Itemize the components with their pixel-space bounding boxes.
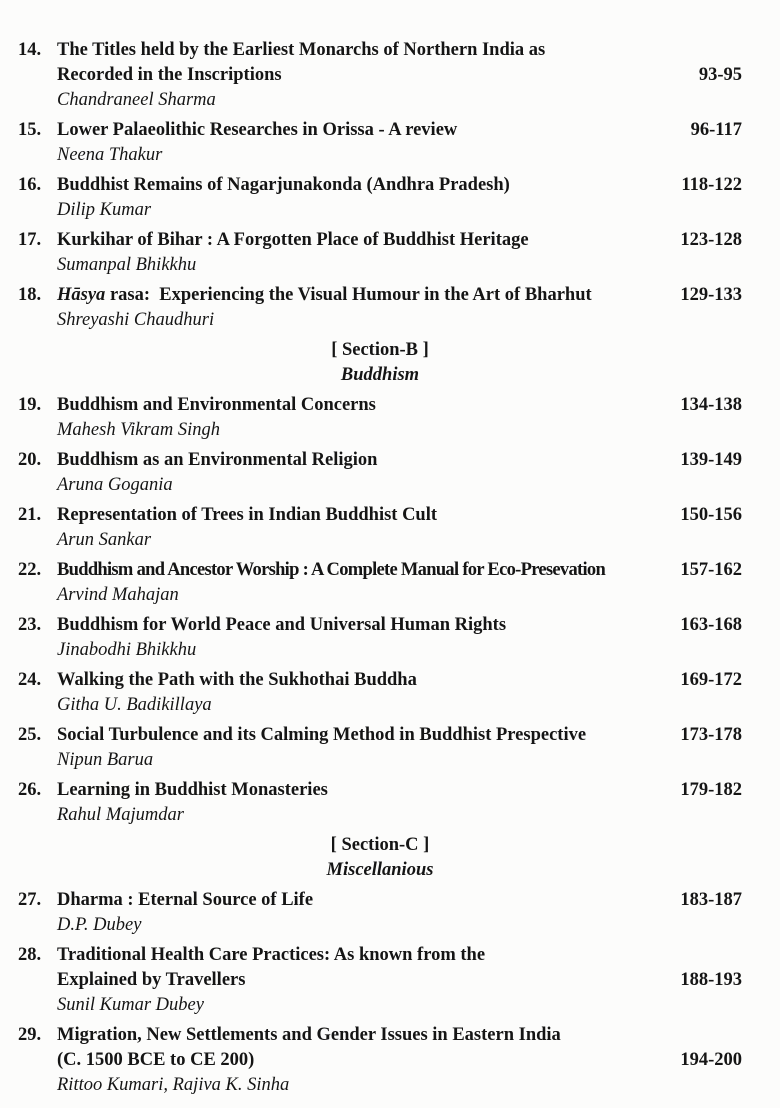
toc-entry-row — [18, 448, 742, 473]
toc-list — [18, 38, 742, 1098]
entry-title-lines — [57, 283, 664, 308]
section-name: Buddhism — [340, 365, 420, 385]
title-segment: The Titles held by the Earliest Monarchs of Northern India as — [57, 40, 546, 60]
toc-entry-row — [18, 228, 742, 253]
toc-entry — [18, 448, 742, 498]
title-segment: Lower Palaeolithic Researches in Orissa - A review — [57, 120, 458, 140]
entry-pages: 118-122 — [681, 175, 742, 195]
entry-title-lines — [57, 38, 664, 88]
entry-number: 16. — [18, 175, 42, 195]
section-label: [ Section-B ] — [331, 340, 429, 360]
title-segment: Kurkihar of Bihar : A Forgotten Place of Buddhist Heritage — [57, 230, 529, 250]
entry-pages: 194-200 — [680, 1050, 742, 1070]
toc-entry — [18, 723, 742, 773]
toc-entry-row — [18, 668, 742, 693]
toc-entry-row — [18, 1023, 742, 1073]
entry-number: 14. — [18, 40, 42, 60]
title-segment: Recorded in the Inscriptions — [57, 65, 282, 85]
section-heading — [18, 833, 742, 883]
entry-title-line — [57, 668, 664, 693]
toc-entry — [18, 668, 742, 718]
title-segment: Traditional Health Care Practices: As known from the — [57, 945, 486, 965]
entry-title-line — [57, 943, 664, 968]
entry-number: 15. — [18, 120, 42, 140]
toc-entry-row — [18, 778, 742, 803]
title-segment: Buddhism and Environmental Concerns — [57, 395, 376, 415]
toc-entry — [18, 38, 742, 113]
toc-entry-row — [18, 38, 742, 88]
toc-entry — [18, 1023, 742, 1098]
title-segment: Dharma : Eternal Source of Life — [57, 890, 314, 910]
entry-title-line — [57, 228, 664, 253]
entry-number: 17. — [18, 230, 42, 250]
entry-pages: 93-95 — [698, 65, 742, 85]
title-segment: Walking the Path with the Sukhothai Buddha — [57, 670, 417, 690]
toc-entry — [18, 888, 742, 938]
section-label: [ Section-C ] — [330, 835, 430, 855]
entry-title-line — [57, 1023, 664, 1048]
title-segment: rasa: Experiencing the Visual Humour in the Art of Bharhut — [105, 285, 592, 305]
entry-pages: 139-149 — [680, 450, 742, 470]
entry-title-line — [57, 448, 664, 473]
entry-pages: 163-168 — [680, 615, 742, 635]
entry-title-lines — [57, 943, 664, 993]
title-segment: Buddhism for World Peace and Universal Human Rights — [57, 615, 507, 635]
entry-number: 22. — [18, 560, 42, 580]
toc-entry-row — [18, 888, 742, 913]
entry-author: Arvind Mahajan — [57, 585, 179, 605]
entry-title-lines — [57, 613, 664, 638]
toc-entry-row — [18, 558, 742, 583]
entry-pages: 150-156 — [680, 505, 742, 525]
entry-pages: 157-162 — [680, 560, 742, 580]
entry-title-line — [57, 968, 664, 993]
toc-entry-row — [18, 613, 742, 638]
toc-entry — [18, 943, 742, 1018]
toc-entry — [18, 228, 742, 278]
entry-title-lines — [57, 448, 664, 473]
entry-pages: 188-193 — [680, 970, 742, 990]
entry-author: D.P. Dubey — [57, 915, 142, 935]
entry-title-line — [57, 283, 664, 308]
entry-pages: 183-187 — [680, 890, 742, 910]
title-segment: Learning in Buddhist Monasteries — [57, 780, 328, 800]
entry-title-line — [57, 613, 664, 638]
entry-title-lines — [57, 558, 664, 583]
entry-title-line — [57, 63, 664, 88]
entry-number: 27. — [18, 890, 42, 910]
toc-entry — [18, 503, 742, 553]
entry-title-line — [57, 38, 664, 63]
toc-entry — [18, 558, 742, 608]
entry-author: Rahul Majumdar — [57, 805, 184, 825]
entry-number: 28. — [18, 945, 42, 965]
entry-title-lines — [57, 778, 664, 803]
entry-title-line — [57, 503, 664, 528]
entry-author: Rittoo Kumari, Rajiva K. Sinha — [57, 1075, 290, 1095]
entry-author: Jinabodhi Bhikkhu — [57, 640, 197, 660]
entry-pages: 129-133 — [680, 285, 742, 305]
entry-author: Aruna Gogania — [57, 475, 173, 495]
entry-author: Shreyashi Chaudhuri — [57, 310, 215, 330]
toc-entry — [18, 283, 742, 333]
title-segment: Buddhist Remains of Nagarjunakonda (Andhra Pradesh) — [57, 175, 510, 195]
entry-number: 18. — [18, 285, 42, 305]
entry-pages: 134-138 — [680, 395, 742, 415]
toc-entry-row — [18, 393, 742, 418]
entry-title-lines — [57, 118, 664, 143]
entry-author: Sunil Kumar Dubey — [57, 995, 204, 1015]
entry-title-lines — [57, 173, 664, 198]
entry-title-line — [57, 723, 664, 748]
entry-title-lines — [57, 228, 664, 253]
entry-number: 21. — [18, 505, 42, 525]
entry-pages: 169-172 — [680, 670, 742, 690]
entry-title-line — [57, 173, 664, 198]
toc-entry-row — [18, 118, 742, 143]
entry-pages: 96-117 — [690, 120, 742, 140]
toc-entry-row — [18, 503, 742, 528]
entry-number: 23. — [18, 615, 42, 635]
entry-title-lines — [57, 723, 664, 748]
section-heading — [18, 338, 742, 388]
toc-entry — [18, 173, 742, 223]
title-segment: Buddhism as an Environmental Religion — [57, 450, 378, 470]
toc-entry-row — [18, 283, 742, 308]
entry-title-line — [57, 118, 664, 143]
title-segment: Buddhism and Ancestor Worship : A Complete Manual for Eco-Presevation — [57, 560, 606, 580]
entry-title-line — [57, 888, 664, 913]
toc-entry — [18, 393, 742, 443]
title-segment: (C. 1500 BCE to CE 200) — [57, 1050, 255, 1070]
entry-number: 25. — [18, 725, 42, 745]
entry-author: Arun Sankar — [57, 530, 152, 550]
entry-author: Githa U. Badikillaya — [57, 695, 212, 715]
entry-author: Dilip Kumar — [57, 200, 152, 220]
toc-entry — [18, 118, 742, 168]
entry-pages: 173-178 — [680, 725, 742, 745]
toc-entry-row — [18, 173, 742, 198]
entry-number: 29. — [18, 1025, 42, 1045]
title-segment: Social Turbulence and its Calming Method in Buddhist Prespective — [57, 725, 587, 745]
entry-title-line — [57, 1048, 664, 1073]
entry-title-lines — [57, 503, 664, 528]
title-segment: Representation of Trees in Indian Buddhist Cult — [57, 505, 438, 525]
entry-author: Neena Thakur — [57, 145, 163, 165]
entry-title-lines — [57, 393, 664, 418]
entry-author: Nipun Barua — [57, 750, 154, 770]
entry-pages: 123-128 — [680, 230, 742, 250]
title-segment: Explained by Travellers — [57, 970, 246, 990]
section-name: Miscellanious — [326, 860, 434, 880]
entry-number: 19. — [18, 395, 42, 415]
entry-number: 20. — [18, 450, 42, 470]
entry-author: Mahesh Vikram Singh — [57, 420, 221, 440]
entry-title-lines — [57, 888, 664, 913]
entry-title-line — [57, 558, 664, 583]
toc-entry — [18, 613, 742, 663]
title-italic-segment: Hāsya — [57, 285, 106, 305]
entry-author: Chandraneel Sharma — [57, 90, 216, 110]
toc-entry-row — [18, 723, 742, 748]
toc-entry-row — [18, 943, 742, 993]
toc-entry — [18, 778, 742, 828]
entry-pages: 179-182 — [680, 780, 742, 800]
entry-title-line — [57, 393, 664, 418]
entry-title-line — [57, 778, 664, 803]
title-segment: Migration, New Settlements and Gender Issues in Eastern India — [57, 1025, 561, 1045]
entry-number: 26. — [18, 780, 42, 800]
entry-author: Sumanpal Bhikkhu — [57, 255, 197, 275]
entry-number: 24. — [18, 670, 42, 690]
entry-title-lines — [57, 668, 664, 693]
entry-title-lines — [57, 1023, 664, 1073]
